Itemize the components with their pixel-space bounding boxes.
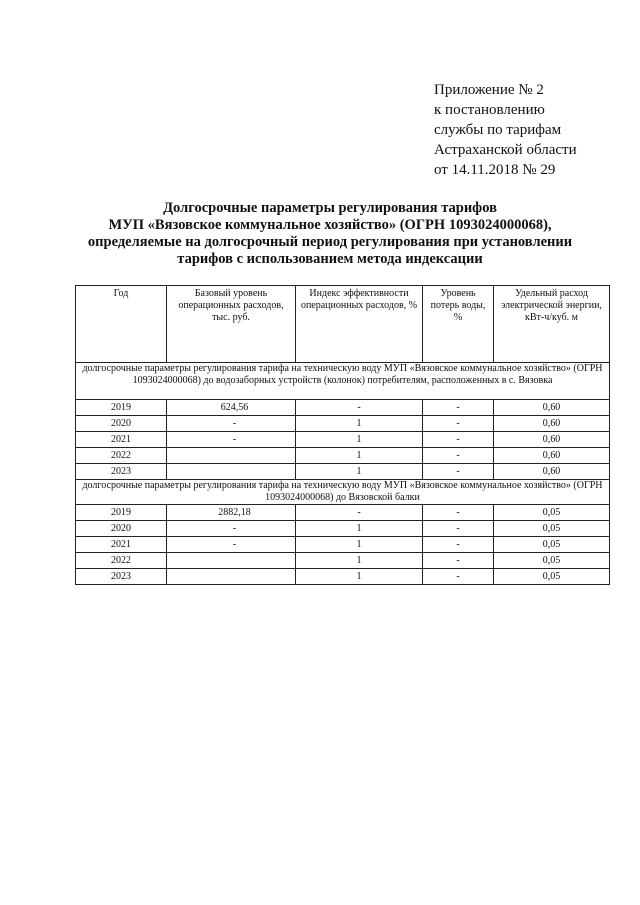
cell-year: 2020 [76, 521, 167, 537]
appendix-block [434, 80, 577, 180]
cell-base: 2882,18 [167, 505, 296, 521]
section-caption-row [76, 480, 610, 505]
cell-energy: 0,05 [494, 505, 610, 521]
section-caption-row [76, 363, 610, 400]
cell-base: - [167, 432, 296, 448]
table-row [76, 448, 610, 464]
cell-energy: 0,60 [494, 416, 610, 432]
table-row [76, 553, 610, 569]
cell-year: 2023 [76, 569, 167, 585]
table-row [76, 400, 610, 416]
cell-index: 1 [296, 432, 423, 448]
cell-base [167, 448, 296, 464]
appendix-line: службы по тарифам [434, 122, 562, 138]
parameters-table [75, 285, 610, 585]
table-row [76, 521, 610, 537]
document-title [60, 200, 600, 268]
section-caption: долгосрочные параметры регулирования тарифа на техническую воду МУП «Вязовское коммунальное хозяйство» (ОГРН 1093024000068) до водозаборных устройств (колонок) потребителям, расположенных в с. Вязовка [76, 363, 610, 400]
table-row [76, 416, 610, 432]
cell-loss: - [423, 400, 494, 416]
cell-loss: - [423, 553, 494, 569]
cell-index: 1 [296, 553, 423, 569]
cell-year: 2022 [76, 553, 167, 569]
table-row [76, 505, 610, 521]
cell-loss: - [423, 464, 494, 480]
cell-index: - [296, 400, 423, 416]
appendix-line: от 14.11.2018 № 29 [434, 162, 556, 178]
cell-year: 2019 [76, 400, 167, 416]
cell-base: - [167, 537, 296, 553]
title-line: Долгосрочные параметры регулирования тарифов [163, 200, 497, 216]
cell-year: 2019 [76, 505, 167, 521]
cell-base: 624,56 [167, 400, 296, 416]
cell-energy: 0,05 [494, 569, 610, 585]
cell-index: 1 [296, 448, 423, 464]
cell-base: - [167, 521, 296, 537]
cell-year: 2022 [76, 448, 167, 464]
cell-index: - [296, 505, 423, 521]
cell-index: 1 [296, 521, 423, 537]
cell-index: 1 [296, 416, 423, 432]
cell-loss: - [423, 416, 494, 432]
header-water-loss: Уровень потерь воды, % [423, 286, 494, 363]
cell-energy: 0,60 [494, 400, 610, 416]
header-efficiency-index: Индекс эффективности операционных расходов, % [296, 286, 423, 363]
cell-energy: 0,05 [494, 521, 610, 537]
cell-energy: 0,05 [494, 537, 610, 553]
cell-loss: - [423, 521, 494, 537]
cell-loss: - [423, 432, 494, 448]
cell-year: 2021 [76, 537, 167, 553]
cell-base: - [167, 416, 296, 432]
title-line: определяемые на долгосрочный период регулирования при установлении [87, 234, 573, 250]
cell-loss: - [423, 448, 494, 464]
table-row [76, 464, 610, 480]
header-energy-consumption: Удельный расход электрической энергии, кВт-ч/куб. м [494, 286, 610, 363]
cell-energy: 0,60 [494, 432, 610, 448]
cell-energy: 0,05 [494, 553, 610, 569]
header-year: Год [76, 286, 167, 363]
cell-loss: - [423, 569, 494, 585]
cell-base [167, 553, 296, 569]
appendix-line: к постановлению [434, 102, 545, 118]
appendix-line: Приложение № 2 [434, 82, 544, 98]
table-row [76, 432, 610, 448]
appendix-line: Астраханской области [434, 142, 577, 158]
title-line: тарифов с использованием метода индексации [177, 251, 483, 267]
cell-index: 1 [296, 537, 423, 553]
header-base-level: Базовый уровень операционных расходов, тыс. руб. [167, 286, 296, 363]
cell-energy: 0,60 [494, 464, 610, 480]
cell-loss: - [423, 505, 494, 521]
cell-year: 2021 [76, 432, 167, 448]
title-line: МУП «Вязовское коммунальное хозяйство» (ОГРН 1093024000068), [108, 217, 552, 233]
cell-index: 1 [296, 569, 423, 585]
cell-year: 2020 [76, 416, 167, 432]
cell-year: 2023 [76, 464, 167, 480]
cell-base [167, 569, 296, 585]
cell-energy: 0,60 [494, 448, 610, 464]
cell-base [167, 464, 296, 480]
table-row [76, 537, 610, 553]
table-row [76, 569, 610, 585]
table-header-row [76, 286, 610, 363]
cell-loss: - [423, 537, 494, 553]
section-caption: долгосрочные параметры регулирования тарифа на техническую воду МУП «Вязовское коммунальное хозяйство» (ОГРН 1093024000068) до Вязовской балки [76, 480, 610, 505]
cell-index: 1 [296, 464, 423, 480]
